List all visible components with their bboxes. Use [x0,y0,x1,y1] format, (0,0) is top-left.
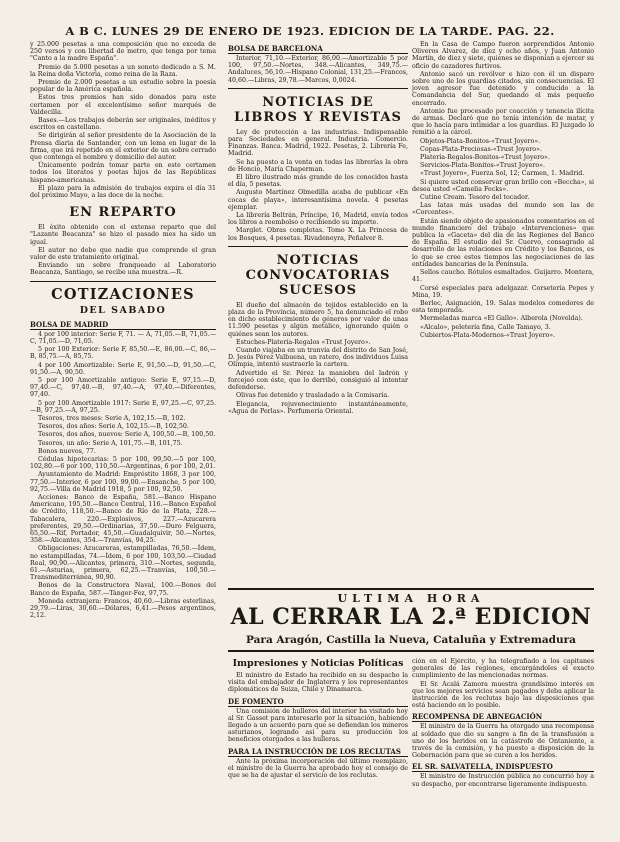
libros-paragraph: La librería Beltrán, Príncipe, 16, Madrid, envía todos los libros a reembolso o recibiendo su importe. [228,212,408,227]
sucesos-paragraph: El dueño del almacén de tejidos establecido en la plaza de la Provincia, número 5, ha denunciado el robo en dicho establecimiento de géneros por valor de unas 11.590 pesetas y algún metálico, ignorando quién o quiénes sean los autores. [228,301,408,338]
ad-line: Berlec, Asignación, 19. Salas modelos comedores de esta temporada. [412,299,594,315]
fomento-heading: DE FOMENTO [228,697,408,707]
intro-paragraph: y 25.000 pesetas a una composición que no exceda de 250 versos y con libertad de metro, que tenga por tema "Canto a la madre España". [30,41,216,63]
cotizaciones-subtitle: DEL SABADO [79,304,167,316]
sucesos-paragraph: Olivas fue detenido y trasladado a la Comisaría. [236,392,390,400]
guerra-column [412,658,594,832]
sucesos-paragraph: Cuando viajaba en un tranvía del distrito de San José, D. Jesús Pérez Valbuena, un ratero, dos individuos Luisa Olimpia, intentó sustraerle la cartera. [228,347,408,369]
instruccion-heading: PARA LA INSTRUCCIÓN DE LOS RECLUTAS [228,747,408,757]
ad-line: Sellos caucho. Rótulos esmaltados. Guijarro. Montera, 41. [412,269,594,284]
news-item: Antonio fue procesado por coacción y tenencia ilícita de armas. Declaró que no tenía intención de matar, y que lo hacía para intimidar a los guardias. El Juzgado lo remitió a la cárcel. [412,107,594,137]
libros-paragraph: Se ha puesto a la venta en todas las librerías la obra de Honcio, María Chaperman. [228,158,408,173]
reparto-paragraph: El autor no debe que nadie que comprende el gran valor de este tratamiento original. [30,246,216,262]
page-header: A B C. LUNES 29 DE ENERO DE 1923. EDICION DE LA TARDE. PAG. 22. [65,24,555,38]
salvatella-heading: EL SR. SALVATELLA, INDISPUESTO [412,762,594,772]
politicas-paragraph: El ministro de Estado ha recibido en su despacho la visita del embajador de Inglaterra y los representantes diplomáticos de Suiza, Chile y Dinamarca. [228,672,408,694]
column-left [30,41,216,831]
ad-line: Si quiere usted conservar gran brillo con «Beccha», si desea usted «Camelia Fecks». [412,178,594,193]
quote-line: Acciones: Banco de España, 581.—Banco Hispano Americano, 195,50.—Banco Central, 116.—Banco Español de Crédito, 118,50.—Banco de Río de la Plata, 228.—Tabacalera, 220.—Explosivos, 227.—Azucarera preferentes, 29,50.—Ordinarias, 37,50.—Duro Felguera, 65,50.—Rif, Portador, 45,50.—Guadalquivir, 50.—Nortes, 358.—Alicantes, 354.—Tranvías, 94,25. [30,493,216,545]
regions-subheadline: Para Aragón, Castilla la Nueva, Cataluña y Extremadura [228,634,594,652]
reparto-paragraph: Enviando un sobre franqueado al Laboratorio Beacanza, Santiago, se recibe una muestra.—R. [30,262,216,277]
sucesos-paragraph: Estuches-Platería-Regalos «Trust Joyero». [236,338,371,346]
quote-line: 5 por 100 Amortizable antiguo: Serie E, 97,15.—D, 97,40.—C, 97,40.—B, 97,40.—A, 97,40.—Diferentes, 97,40. [30,376,216,399]
quote-line: 5 por 100 Exterior: Serie F, 85,50.—E, 86,00.—C, 86,—B, 85,75.—A, 85,75. [30,346,216,361]
intro-paragraph: Premio de 5.000 pesetas a un soneto dedicado a S. M. la Reina doña Victoria, como reina de la Raza. [30,63,216,78]
quote-line: Tesoros, un año: Serie A, 101,75.—B, 101,75. [38,439,183,447]
ad-line: Mermeladas marca «El Gallo». Alberola (Novelda). [420,315,583,323]
quote-line: 4 por 100 interior: Serie F, 71. — A, 71,05.—B, 71,05.—C, 71,05.—D, 71,05. [30,330,216,345]
intro-paragraph: Únicamente podrán tomar parte en este certamen todos los literatos y poetas hijos de las Repúblicas hispano-americanas. [30,162,216,184]
bolsa-barcelona-heading: BOLSA DE BARCELONA [228,44,408,54]
politicas-title: Impresiones y Noticias Políticas [232,658,404,669]
ad-line: «Alcalo», peletería fina, Calle Tamayo, 3. [420,323,551,331]
quote-line: 4 por 100 Amortizable: Serie E, 91,50.—D, 91,50.—C, 91,50.—A, 90,50. [30,361,216,376]
quote-line: Obligaciones: Azucareras, estampilladas, 76,50.—Ídem, no estampilladas, 74.—Ídem, 6 por 100, 103,50.—Ciudad Real, 90,90.—Alicantes, primera, 310.—Nortes, segunda, 61.—Asturias, primera, 62,25.—Tranvías, 100,50.—Transmediterránea, 90,90. [30,545,216,582]
quote-line: Bonos nuevos, 77. [38,447,96,455]
ad-line: Copas-Plata-Preciosas-«Trust Joyero». [420,145,542,153]
ultima-hora-label: ULTIMA HORA [228,588,594,605]
intro-paragraph: Bases.—Los trabajos deberán ser originales, inéditos y escritos en castellano. [30,117,216,132]
ad-line: Corsé especiales para adelgazar. Corsetería Pepes y Mina, 19. [412,284,594,299]
divider [30,281,216,282]
sucesos-paragraph: Advertido el Sr. Pérez la maniobra del ladrón y forcejeó con éste, que lo derribó, consiguió al intentar defenderse. [228,369,408,392]
guerra-paragraph: El ministro de la Guerra ha otorgado una recompensa al soldado que dio su sangre a fin de la transfusión a uno de los heridos en la catástrofe de Ontaniente, a través de la comisión, y ha puesto a disposición de la Gobernación para que se curen a los heridos. [412,723,594,760]
ad-line: «Trust Joyero», Fuerza Sol, 12; Carmen, 1. Madrid. [420,170,585,178]
libros-paragraph: El libro ilustrado más grande de los conocidos hasta el día, 5 pesetas. [228,174,408,189]
libros-paragraph: Marglet. Obras completas. Tomo X. La Princesa de los Bosques, 4 pesetas. Rivadeneyra, Peñalver 8. [228,227,408,242]
ad-line: Platería-Regalos-Bonitos-«Trust Joyero». [420,154,550,162]
intro-paragraph: Premio de 2.000 pesetas a un estudio sobre la poesía popular de la América española. [30,79,216,94]
quote-line: Cédulas hipotecarias: 5 por 100, 99,50.—5 por 100, 102,80.—6 por 100, 110,50.—Argentinas, 6 por 100, 2,01. [30,455,216,471]
quote-line: Tesoros, tres meses: Serie A, 102,15.—B, 102. [38,414,186,422]
quote-line: Bonos de la Constructora Naval, 100.—Bonos del Banco de España, 587.—Tánger-Fez, 97,75. [30,582,216,597]
intro-paragraph: Se dirigirán al señor presidente de la Asociación de la Prensa diaria de Santander, con un lema en lugar de la firma, que irá repetido en el exterior de un sobre cerrado que contenga el nombre y domicilio del autor. [30,132,216,162]
quote-line: 5 por 100 Amortizable 1917: Serie E, 97,25.—C, 97,25.—B, 97,25.—A, 97,25. [30,399,216,414]
quote-line: Ayuntamiento de Madrid: Empréstito 1868, 3 por 100, 77,50.—Interior, 6 por 100, 99,00.—Ensanche, 5 por 100, 92,75.—Villa de Madrid 1918, 5 por 100, 92,50. [30,471,216,493]
divider [228,88,408,89]
cerrar-edicion-headline: AL CERRAR LA 2.ª EDICION [230,604,592,630]
intro-paragraph: Estos tres premios han sido donados para este certamen por el excelentísimo señor marqués de Valdecilla. [30,94,216,116]
divider [228,246,408,247]
premios-section [30,41,216,199]
convocatorias-title: NOTICIAS CONVOCATORIAS SUCESOS [245,252,391,298]
reparto-title: EN REPARTO [69,205,177,221]
guerra-paragraph: El Sr. Acalá Zamora muestra grandísimo interés en que los mejores servicios sean pagados y deba aplicar la instrucción de los reclutas bajo las disposiciones que está haciendo en lo posible. [412,680,594,710]
quote-line: Tesoros, dos años, nuevos: Serie A, 100,50.—B, 100,50. [38,431,216,439]
intro-paragraph: El plazo para la admisión de trabajos expira el día 31 del próximo Mayo, a las doce de la noche. [30,184,216,200]
politicas-paragraph: Ante la próxima incorporación del último reemplazo, el ministro de la Guerra ha aprobado hoy el consejo de que se ha de ajustar el servicio de los reclutas. [228,757,408,780]
ad-line: Cutine Cream. Tesoro del tocador. [420,194,530,202]
news-item: Antonio sacó un revólver e hizo con él un disparo sobre uno de los guardias citados, sin consecuencias. El joven agresor fue detenido y conducido a la Comandancia del Sur, quedando el más pequeño encerrado. [412,70,594,107]
column-right [412,41,594,583]
recompensa-heading: RECOMPENSA DE ABNEGACIÓN [412,712,594,722]
libros-title: NOTICIAS DE LIBROS Y REVISTAS [234,94,402,125]
quote-line: Moneda extranjera: Francos, 40,60.—Libras esterlinas, 29,79.—Liras, 30,60.—Dólares, 6,41.—Pesos argentinos, 2,12. [30,597,216,620]
news-item: Están siendo objeto de apasionados comentarios en el mundo financiero del trabajo «Intervenciones» que publica la «Gaceta» del día de las Regiones del Banco de España. El estudio del Sr. Cuervo, consagrado al desarrollo de las relaciones en Crédito y los Bancos, es lo que se cree estos tiempos las negociaciones de las entidades bancarias de la Península. [412,217,594,268]
ad-line: Objetos-Plata-Bonitos-«Trust Joyero». [420,137,541,145]
guerra-paragraph: ción en el Ejército, y ha telegrafiado a los capitanes generales de las regiones, encargándoles el exacto cumplimiento de las mencionadas normas. [412,658,594,680]
ad-line: Servicios-Plata-Bonitos-«Trust Joyero». [420,162,546,170]
ad-line: Las latas más usadas del mundo son las de «Corcentes». [412,202,594,217]
cotizaciones-title: COTIZACIONES [51,285,195,303]
bolsa-madrid-heading: BOLSA DE MADRID [30,320,216,330]
ad-line: Cubiertos-Plata-Modernos-«Trust Joyero». [420,331,556,339]
reparto-paragraph: El éxito obtenido con el extenso reparto que del "Lazante Beacanza" se hizo el pasado mes ha sido un igual. [30,224,216,246]
quote-line: Interior, 71,10.—Exterior, 86,00.—Amortizable 5 por 100, 97,50.—Nortes, 348.—Alicantes, 349,75.—Andaluces, 56,10.—Hispano Colonial, 131,25.—Francos, 40,60.—Libras, 29,78.—Marcos, 0,0024. [228,55,408,84]
news-item: En la Casa de Campo fueron sorprendidos Antonio Oliveros Alvarez, de diez y ocho años, y Juan Antonio Martín, de diez y siete, quienes se disponían a ejercer su oficio de cazadores furtivos. [412,41,594,70]
guerra-paragraph: El ministro de Instrucción pública no concurrió hoy a su despacho, por encontrarse ligeramente indispuesto. [412,773,594,788]
libros-paragraph: Ley de protección a las industrias. Indispensable para Sociedades en general. Industria. Comercio. Finanzas. Banca. Madrid, 1922. Pesetas, 2. Librería Fe, Madrid. [228,128,408,158]
quote-line: Tesoros, dos años: Serie A, 102,15.—B, 102,50. [38,423,189,431]
column-middle [228,41,408,587]
politicas-paragraph: Una comisión de hulleros del interior ha visitado hoy al Sr. Gasset para interesarle por la situación, habiendo llegado a un acuerdo para que se defiendan los mineros asturianos, logrando así para su producción los beneficios otorgados a las hulleras. [228,707,408,744]
libros-paragraph: Augusto Martínez Olmedilla acaba de publicar «En cocas de playa», interesantísima novela. 4 pesetas ejemplar. [228,189,408,211]
politicas-column [228,658,408,832]
sucesos-paragraph: Elegancia, rejuvenecimiento instantáneamente, «Agua de Perlas». Perfumería Oriental. [228,400,408,415]
